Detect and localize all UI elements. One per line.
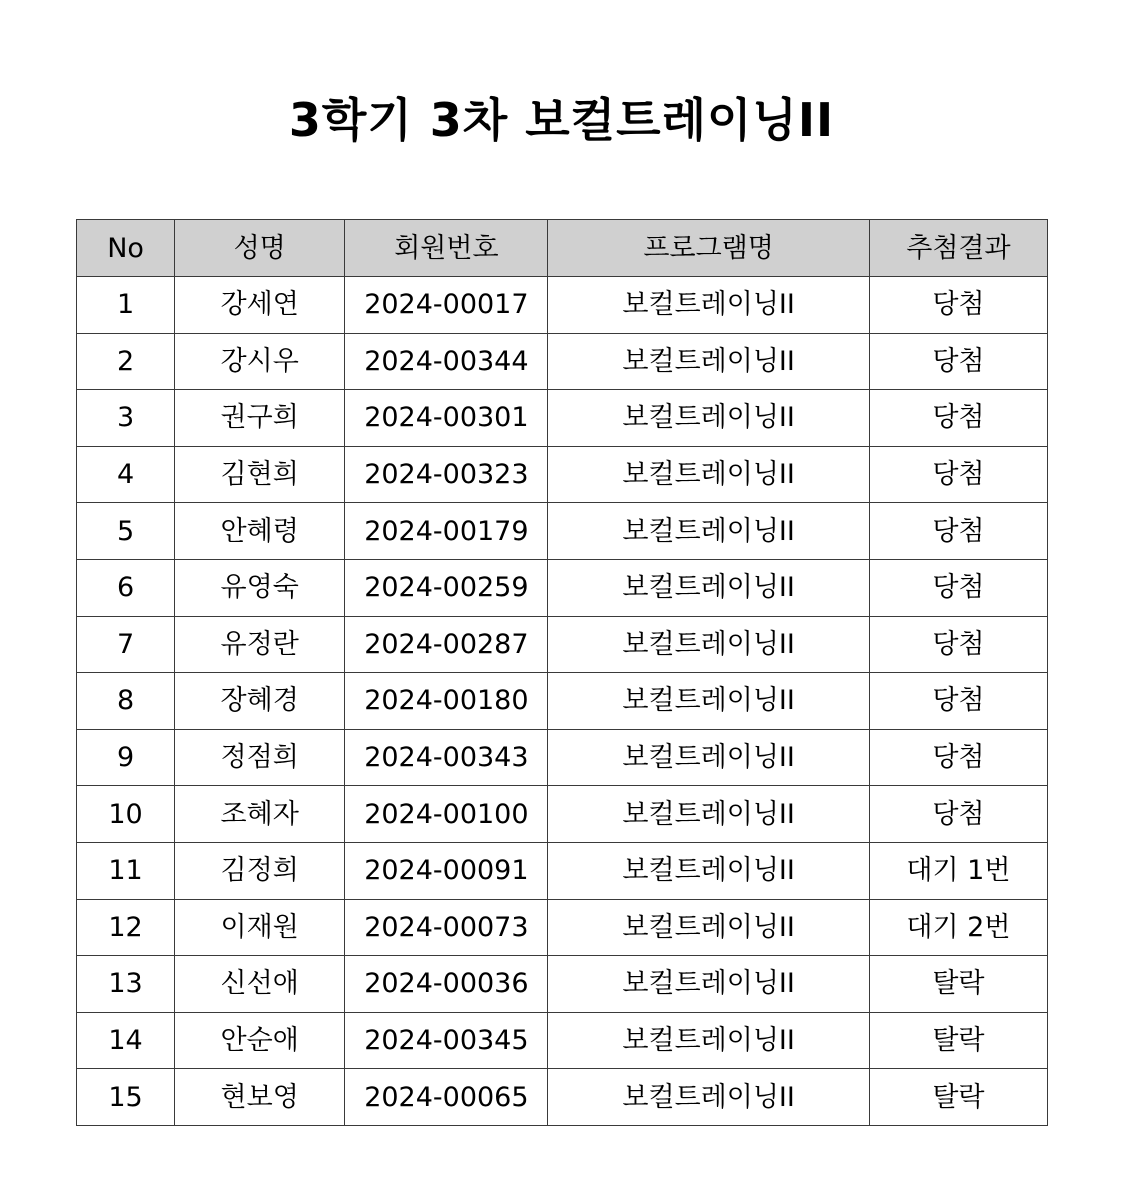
- header-row: [77, 220, 1048, 277]
- cell-result: 당첨: [869, 390, 1047, 447]
- cell-program: 보컬트레이닝II: [548, 1012, 869, 1069]
- cell-result: 당첨: [869, 446, 1047, 503]
- table-row: [77, 1069, 1048, 1126]
- cell-no: 3: [77, 390, 175, 447]
- header-name: 성명: [175, 220, 345, 277]
- cell-member-id: 2024-00301: [345, 390, 548, 447]
- cell-result: 탈락: [869, 1069, 1047, 1126]
- header-no: No: [77, 220, 175, 277]
- cell-member-id: 2024-00344: [345, 333, 548, 390]
- cell-result: 탈락: [869, 1012, 1047, 1069]
- cell-member-id: 2024-00345: [345, 1012, 548, 1069]
- cell-no: 1: [77, 277, 175, 334]
- cell-no: 14: [77, 1012, 175, 1069]
- cell-name: 신선애: [175, 956, 345, 1013]
- cell-no: 7: [77, 616, 175, 673]
- cell-member-id: 2024-00179: [345, 503, 548, 560]
- cell-program: 보컬트레이닝II: [548, 503, 869, 560]
- cell-result: 대기 1번: [869, 842, 1047, 899]
- header-result: 추첨결과: [869, 220, 1047, 277]
- cell-program: 보컬트레이닝II: [548, 673, 869, 730]
- cell-name: 강시우: [175, 333, 345, 390]
- cell-result: 당첨: [869, 673, 1047, 730]
- cell-name: 유정란: [175, 616, 345, 673]
- cell-result: 당첨: [869, 333, 1047, 390]
- cell-program: 보컬트레이닝II: [548, 729, 869, 786]
- cell-program: 보컬트레이닝II: [548, 559, 869, 616]
- header-member-id: 회원번호: [345, 220, 548, 277]
- table-row: [77, 729, 1048, 786]
- cell-member-id: 2024-00091: [345, 842, 548, 899]
- cell-result: 당첨: [869, 277, 1047, 334]
- cell-no: 8: [77, 673, 175, 730]
- cell-name: 김정희: [175, 842, 345, 899]
- cell-result: 당첨: [869, 559, 1047, 616]
- table-row: [77, 390, 1048, 447]
- cell-no: 11: [77, 842, 175, 899]
- cell-program: 보컬트레이닝II: [548, 277, 869, 334]
- cell-program: 보컬트레이닝II: [548, 842, 869, 899]
- table-row: [77, 616, 1048, 673]
- cell-program: 보컬트레이닝II: [548, 446, 869, 503]
- cell-name: 이재원: [175, 899, 345, 956]
- cell-no: 2: [77, 333, 175, 390]
- cell-member-id: 2024-00287: [345, 616, 548, 673]
- cell-name: 장혜경: [175, 673, 345, 730]
- cell-no: 10: [77, 786, 175, 843]
- cell-member-id: 2024-00017: [345, 277, 548, 334]
- table-header: [77, 220, 1048, 277]
- header-program: 프로그램명: [548, 220, 869, 277]
- cell-no: 4: [77, 446, 175, 503]
- table-row: [77, 956, 1048, 1013]
- cell-no: 9: [77, 729, 175, 786]
- cell-result: 탈락: [869, 956, 1047, 1013]
- cell-no: 6: [77, 559, 175, 616]
- cell-name: 조혜자: [175, 786, 345, 843]
- cell-name: 안순애: [175, 1012, 345, 1069]
- cell-member-id: 2024-00036: [345, 956, 548, 1013]
- table-body: [77, 277, 1048, 1126]
- cell-name: 현보영: [175, 1069, 345, 1126]
- cell-program: 보컬트레이닝II: [548, 333, 869, 390]
- cell-result: 대기 2번: [869, 899, 1047, 956]
- lottery-results-table: [76, 219, 1048, 1126]
- cell-program: 보컬트레이닝II: [548, 616, 869, 673]
- table-row: [77, 673, 1048, 730]
- cell-program: 보컬트레이닝II: [548, 1069, 869, 1126]
- cell-name: 유영숙: [175, 559, 345, 616]
- cell-member-id: 2024-00100: [345, 786, 548, 843]
- cell-result: 당첨: [869, 616, 1047, 673]
- page-title: 3학기 3차 보컬트레이닝II: [288, 93, 835, 147]
- table-row: [77, 503, 1048, 560]
- table-row: [77, 446, 1048, 503]
- cell-program: 보컬트레이닝II: [548, 390, 869, 447]
- cell-member-id: 2024-00259: [345, 559, 548, 616]
- cell-name: 안혜령: [175, 503, 345, 560]
- cell-program: 보컬트레이닝II: [548, 899, 869, 956]
- table-row: [77, 559, 1048, 616]
- table-row: [77, 786, 1048, 843]
- table-row: [77, 333, 1048, 390]
- cell-member-id: 2024-00073: [345, 899, 548, 956]
- cell-result: 당첨: [869, 503, 1047, 560]
- cell-name: 권구희: [175, 390, 345, 447]
- cell-member-id: 2024-00065: [345, 1069, 548, 1126]
- cell-member-id: 2024-00323: [345, 446, 548, 503]
- cell-program: 보컬트레이닝II: [548, 956, 869, 1013]
- cell-name: 강세연: [175, 277, 345, 334]
- table-row: [77, 277, 1048, 334]
- table-row: [77, 899, 1048, 956]
- cell-name: 정점희: [175, 729, 345, 786]
- cell-program: 보컬트레이닝II: [548, 786, 869, 843]
- cell-member-id: 2024-00180: [345, 673, 548, 730]
- table-row: [77, 1012, 1048, 1069]
- cell-no: 13: [77, 956, 175, 1013]
- cell-result: 당첨: [869, 786, 1047, 843]
- cell-result: 당첨: [869, 729, 1047, 786]
- cell-no: 15: [77, 1069, 175, 1126]
- cell-name: 김현희: [175, 446, 345, 503]
- cell-member-id: 2024-00343: [345, 729, 548, 786]
- table-row: [77, 842, 1048, 899]
- cell-no: 12: [77, 899, 175, 956]
- cell-no: 5: [77, 503, 175, 560]
